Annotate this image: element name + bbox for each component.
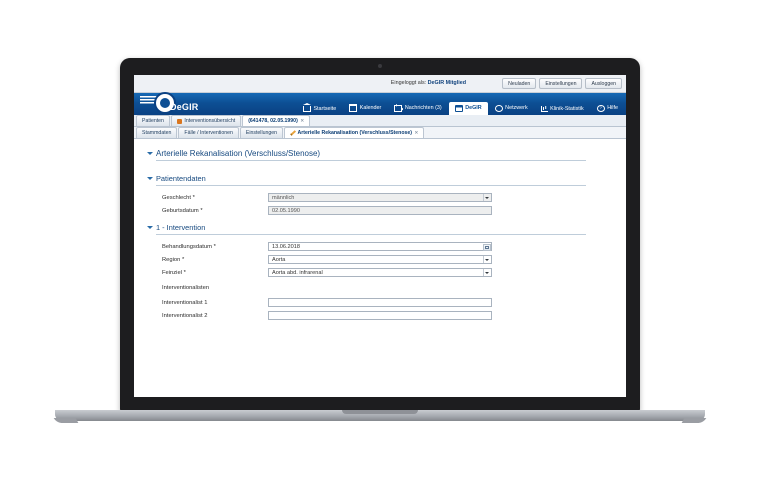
degir-web-app: [134, 75, 626, 397]
region-value: Aorta: [272, 256, 286, 263]
section-header-intervention[interactable]: [156, 223, 586, 235]
nav-label: Nachrichten (3): [404, 105, 442, 111]
label-geburtsdatum: Geburtsdatum *: [162, 207, 203, 214]
gender-value: männlich: [272, 194, 295, 201]
login-username: DeGIR Mitglied: [427, 80, 466, 86]
form-row-interventionalist-2: [156, 310, 608, 321]
nav-startseite[interactable]: [297, 103, 342, 116]
section-header-patientendaten[interactable]: [156, 174, 586, 186]
tab-label: Stammdaten: [142, 130, 172, 136]
treatment-date-value: 13.06.2018: [272, 243, 300, 250]
nav-label: DeGIR: [465, 105, 482, 111]
collapse-caret-icon[interactable]: [147, 152, 153, 155]
home-icon: [303, 106, 311, 112]
laptop-foot-right: [682, 418, 707, 423]
nav-hilfe[interactable]: [591, 102, 624, 116]
interventionalist-1-field[interactable]: [268, 298, 492, 307]
nav-degir[interactable]: [449, 102, 488, 116]
orange-badge-icon: [177, 119, 182, 124]
chart-icon: [541, 106, 548, 112]
tab-faelle-interventionen[interactable]: [178, 127, 238, 138]
form-row-region: [156, 254, 608, 265]
login-prefix: Eingeloggt als:: [390, 80, 427, 86]
collapse-caret-icon[interactable]: [147, 226, 153, 229]
interventionalist-2-field[interactable]: [268, 311, 492, 320]
label-region: Region *: [162, 256, 185, 263]
nav-nachrichten[interactable]: [388, 102, 447, 116]
section-intervention: [156, 223, 608, 321]
primary-tab-strip: [134, 115, 626, 127]
label-feinziel: Feinziel *: [162, 269, 186, 276]
gender-select[interactable]: [268, 193, 492, 202]
nav-netzwerk[interactable]: [489, 102, 534, 116]
form-row-feinziel: [156, 267, 608, 278]
laptop-screen: [134, 75, 626, 397]
birthdate-field: [268, 206, 492, 215]
help-icon: ?: [597, 105, 605, 112]
main-navigation: [297, 101, 624, 116]
nav-label: Startseite: [313, 105, 337, 112]
tab-patient-record[interactable]: [242, 115, 310, 126]
tab-label: Patienten: [142, 118, 164, 124]
settings-button[interactable]: Einstellungen: [539, 78, 582, 89]
close-icon[interactable]: ✕: [414, 130, 419, 135]
section-title-text: 1 - Intervention: [156, 223, 206, 232]
tab-einstellungen[interactable]: [240, 127, 283, 138]
tab-label: (641478, 02.05.1990): [248, 118, 298, 124]
page-title[interactable]: [156, 149, 586, 161]
tab-stammdaten[interactable]: [136, 127, 177, 138]
section-title-text: Patientendaten: [156, 174, 206, 183]
label-interventionalist-1: Interventionalist 1: [162, 299, 208, 306]
collapse-caret-icon[interactable]: [147, 177, 153, 180]
tab-label: Interventionsübersicht: [184, 118, 236, 124]
laptop-lid: [120, 58, 640, 413]
form-row-behandlungsdatum: [156, 241, 608, 252]
page-title-text: Arterielle Rekanalisation (Verschluss/Stenose): [156, 149, 321, 158]
tab-patienten[interactable]: [136, 115, 170, 126]
nav-label: Hilfe: [607, 105, 618, 111]
reload-button[interactable]: Neuladen: [502, 78, 536, 89]
nav-label: Klinik-Statistik: [550, 105, 584, 112]
nav-label: Kalender: [359, 104, 382, 111]
top-button-group: [502, 78, 622, 89]
subheading-interventionalisten: Interventionalisten: [162, 285, 210, 291]
pencil-icon: [290, 131, 295, 136]
select-divider: [483, 194, 484, 201]
calendar-picker-icon[interactable]: [483, 244, 491, 252]
nav-kalender[interactable]: [343, 101, 387, 116]
form-title-block: [156, 149, 608, 167]
calendar-icon: [349, 104, 357, 112]
form-content: [134, 139, 626, 397]
tab-arterielle-rekanalisation[interactable]: [284, 127, 424, 138]
nav-label: Netzwerk: [505, 105, 528, 111]
card-icon: [455, 105, 463, 112]
label-interventionalist-2: Interventionalist 2: [162, 312, 208, 319]
form-row-geschlecht: [156, 192, 608, 203]
nav-klinik-statistik[interactable]: [535, 103, 590, 116]
webcam: [378, 64, 382, 68]
logo-text: DeGIR: [170, 102, 199, 112]
tab-label: Einstellungen: [245, 130, 278, 136]
region-select[interactable]: [268, 255, 492, 264]
label-behandlungsdatum: Behandlungsdatum *: [162, 243, 216, 250]
laptop-foot-left: [54, 418, 79, 423]
logout-button[interactable]: Ausloggen: [585, 78, 622, 89]
select-divider: [483, 256, 484, 263]
close-icon[interactable]: ✕: [300, 118, 305, 123]
treatment-date-field[interactable]: [268, 242, 492, 251]
tab-interventionsuebersicht[interactable]: [171, 115, 241, 126]
select-divider: [483, 269, 484, 276]
label-geschlecht: Geschlecht *: [162, 194, 195, 201]
section-patientendaten: [156, 174, 608, 216]
laptop-base: [55, 410, 705, 421]
form-row-interventionalist-1: [156, 297, 608, 308]
birthdate-value: 02.05.1990: [272, 207, 300, 214]
tab-label: Arterielle Rekanalisation (Verschluss/Stenose): [297, 130, 412, 136]
target-value: Aorta abd. infrarenal: [272, 269, 323, 276]
login-status: [391, 80, 466, 86]
network-icon: [495, 105, 503, 112]
target-select[interactable]: [268, 268, 492, 277]
secondary-tab-strip: [134, 127, 626, 139]
header-band: [134, 93, 626, 115]
mail-icon: [394, 105, 402, 112]
form-row-geburtsdatum: [156, 205, 608, 216]
tab-label: Fälle / Interventionen: [184, 130, 233, 136]
